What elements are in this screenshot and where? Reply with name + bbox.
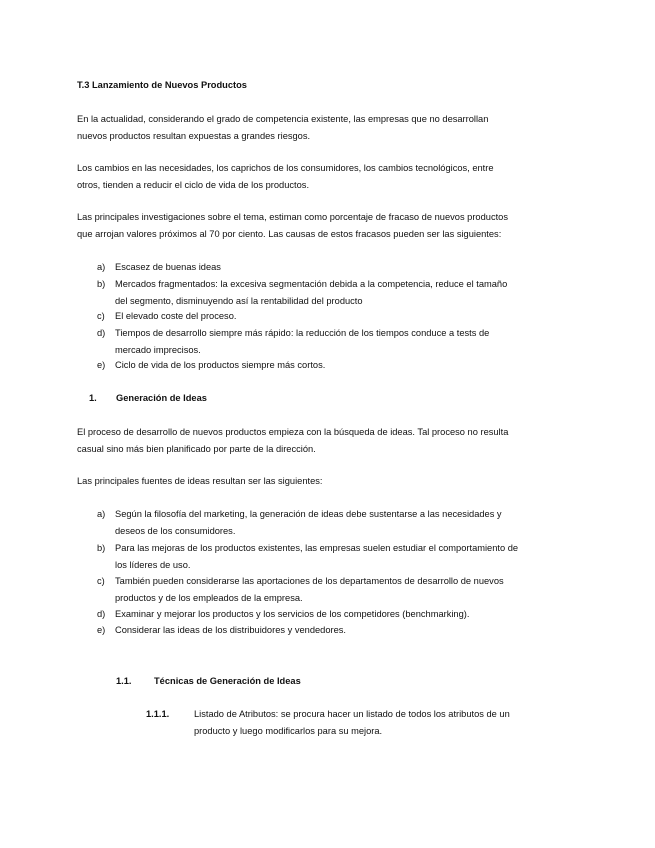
paragraph-line: El proceso de desarrollo de nuevos productos empieza con la búsqueda de ideas. Tal proceso no resulta <box>77 427 509 437</box>
paragraph-line: que arrojan valores próximos al 70 por ciento. Las causas de estos fracasos pueden ser las siguientes: <box>77 228 502 239</box>
list-marker: b) <box>97 543 106 553</box>
list-item-line: productos y de los empleados de la empresa. <box>115 592 303 603</box>
paragraph-line: nuevos productos resultan expuestas a grandes riesgos. <box>77 130 311 141</box>
intro-paragraph-1 <box>77 111 582 144</box>
list-item-line: Ciclo de vida de los productos siempre más cortos. <box>115 360 326 370</box>
list-marker: e) <box>97 360 106 370</box>
section-number: 1.1. <box>116 676 132 686</box>
list-item-line: Escasez de buenas ideas <box>115 262 221 272</box>
paragraph-line: Las principales fuentes de ideas resultan ser las siguientes: <box>77 476 323 486</box>
list-item-line: los líderes de uso. <box>115 559 191 570</box>
section-number: 1. <box>89 393 97 403</box>
list-item-line: Para las mejoras de los productos existentes, las empresas suelen estudiar el comportamiento de <box>115 543 519 553</box>
paragraph-line: casual sino más bien planificado por parte de la dirección. <box>77 443 316 454</box>
list-marker: d) <box>97 328 106 338</box>
list-marker: a) <box>97 509 106 519</box>
list-item-line: El elevado coste del proceso. <box>115 311 237 321</box>
intro-paragraph-2 <box>77 160 582 193</box>
list-marker: c) <box>97 576 105 586</box>
paragraph-line: Las principales investigaciones sobre el tema, estiman como porcentaje de fracaso de nuevos productos <box>77 212 508 222</box>
section-1-paragraph-1 <box>77 424 582 457</box>
paragraph-line: Los cambios en las necesidades, los caprichos de los consumidores, los cambios tecnológicos, entre <box>77 163 494 173</box>
list-item-line: del segmento, disminuyendo así la rentabilidad del producto <box>115 295 363 306</box>
list-item-line: Considerar las ideas de los distribuidores y vendedores. <box>115 625 346 635</box>
section-title: Técnicas de Generación de Ideas <box>154 676 301 686</box>
section-title: Generación de Ideas <box>116 393 207 403</box>
list-marker: c) <box>97 311 105 321</box>
section-1-1-heading <box>116 673 301 690</box>
list-item-line: Listado de Atributos: se procura hacer un listado de todos los atributos de un <box>194 709 510 719</box>
list-marker: b) <box>97 279 106 289</box>
intro-paragraph-3 <box>77 209 582 242</box>
list-item-line: Examinar y mejorar los productos y los servicios de los competidores (benchmarking). <box>115 609 470 619</box>
paragraph-line: otros, tienden a reducir el ciclo de vida de los productos. <box>77 179 310 190</box>
section-number: 1.1.1. <box>146 709 170 719</box>
paragraph-line: En la actualidad, considerando el grado de competencia existente, las empresas que no desarrollan <box>77 114 489 124</box>
list-item-line: mercado imprecisos. <box>115 344 201 355</box>
section-1-heading <box>89 390 207 407</box>
list-item-line: También pueden considerarse las aportaciones de los departamentos de desarrollo de nuevos <box>115 576 504 586</box>
list-item-line: Según la filosofía del marketing, la generación de ideas debe sustentarse a las necesidades y <box>115 509 502 519</box>
list-item-line: Tiempos de desarrollo siempre más rápido: la reducción de los tiempos conduce a tests de <box>115 328 490 338</box>
list-marker: d) <box>97 609 106 619</box>
list-item-line: Mercados fragmentados: la excesiva segmentación debida a la competencia, reduce el tamaño <box>115 279 508 289</box>
document-title: T.3 Lanzamiento de Nuevos Productos <box>77 80 247 90</box>
list-marker: a) <box>97 262 106 272</box>
list-marker: e) <box>97 625 106 635</box>
list-item-line: producto y luego modificarlos para su mejora. <box>194 725 383 736</box>
section-1-paragraph-2 <box>77 473 582 490</box>
list-item-line: deseos de los consumidores. <box>115 525 236 536</box>
